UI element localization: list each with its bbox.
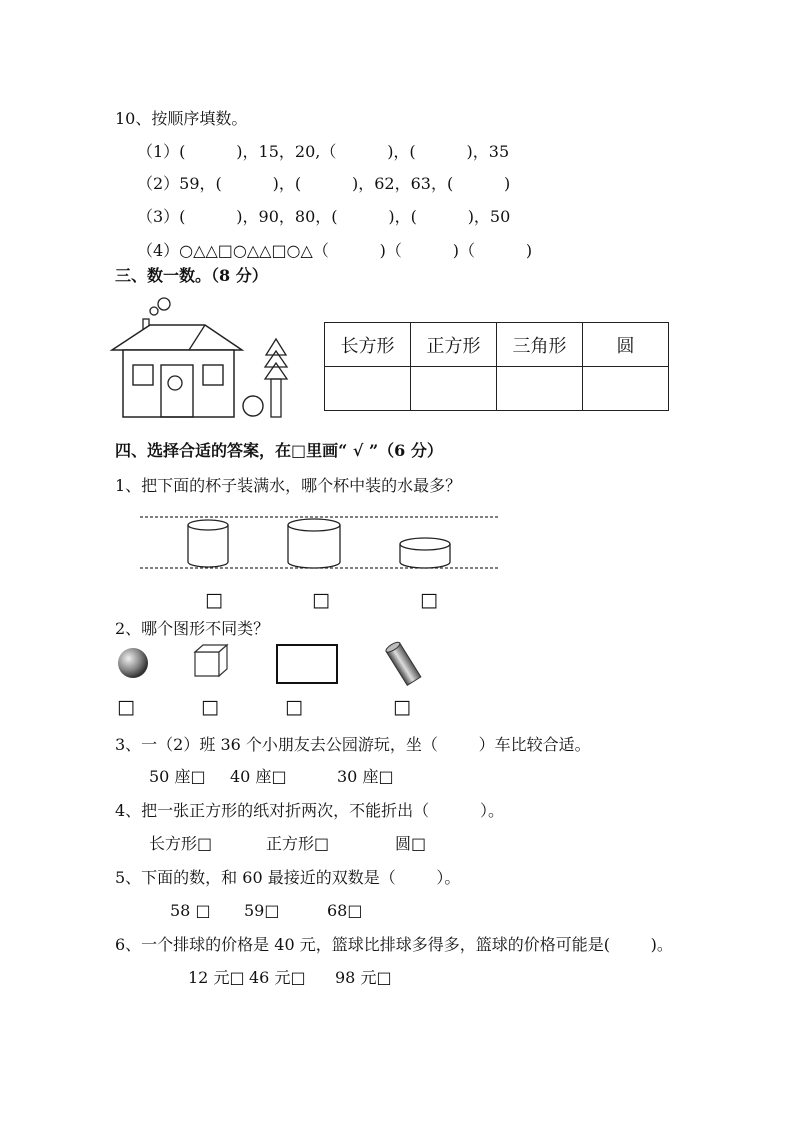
q3-option-1[interactable]: 50 座□ [149,767,206,786]
q10-row-2: （2）59，( )，( )，62，63，( ) [137,174,511,193]
tree-triangle-middle [265,351,287,367]
section4-title: 四、选择合适的答案，在□里画“ √ ”（6 分） [115,441,443,460]
cups-drawing [135,510,505,580]
section3-title: 三、数一数。（8 分） [115,266,268,285]
cup-1 [188,520,228,567]
house-drawing [105,295,305,425]
answer-cell-triangle[interactable] [497,367,583,411]
q6-option-2[interactable]: 46 元□ [249,968,306,987]
q2-box-1[interactable]: □ [117,696,135,718]
q3-option-3[interactable]: 30 座□ [337,767,394,786]
q10-row-1: （1）( )，15，20,（ )，( )，35 [137,142,510,161]
s4-q1-text: 1、把下面的杯子装满水，哪个杯中装的水最多？ [115,476,462,495]
q5-option-3[interactable]: 68□ [327,901,363,920]
s4-q2-text: 2、哪个图形不同类？ [115,619,270,638]
cylinder-shape [384,640,420,685]
q1-box-1[interactable]: □ [205,589,223,611]
house-body [123,350,234,417]
s4-q6-text: 6、一个排球的价格是 40 元，篮球比排球多得多，篮球的价格可能是( )。 [115,935,673,954]
smoke-circle-small [150,307,158,315]
q1-box-3[interactable]: □ [420,589,438,611]
table-header-triangle: 三角形 [497,323,583,367]
q5-option-2[interactable]: 59□ [244,901,280,920]
q2-box-2[interactable]: □ [201,696,219,718]
shape-count-table [324,322,669,411]
q5-option-1[interactable]: 58 □ [170,901,211,920]
ground-circle [243,396,263,416]
s4-q4-text: 4、把一张正方形的纸对折两次，不能折出（ ）。 [115,801,505,820]
sphere-shape [118,648,148,678]
cup-2 [288,519,340,568]
cube-shape [195,645,227,676]
q1-box-2[interactable]: □ [312,589,330,611]
tree-triangle-top [266,339,286,355]
q2-box-3[interactable]: □ [285,696,303,718]
q10-row-3: （3）( )，90，80，( )，( )，50 [137,207,511,226]
answer-cell-square[interactable] [411,367,497,411]
q10-title: 10、按顺序填数。 [115,109,248,128]
table-header-row [325,323,669,367]
table-header-circle: 圆 [583,323,669,367]
q10-row-4: （4）○△△□○△△□○△（ )（ )（ ) [137,241,533,260]
house-roof [112,325,242,350]
shapes-drawing [112,640,432,695]
answer-cell-rectangle[interactable] [325,367,411,411]
smoke-circle-large [158,298,170,310]
q4-option-3[interactable]: 圆□ [395,834,427,853]
q4-option-2[interactable]: 正方形□ [266,834,330,853]
s4-q3-text: 3、一（2）班 36 个小朋友去公园游玩，坐（ ）车比较合适。 [115,735,591,754]
q2-box-4[interactable]: □ [393,696,411,718]
q3-option-2[interactable]: 40 座□ [230,767,287,786]
cup-3 [400,538,450,568]
q4-option-1[interactable]: 长方形□ [149,834,213,853]
rectangle-shape [277,645,337,683]
tree-triangle-bottom [265,363,287,379]
answer-cell-circle[interactable] [583,367,669,411]
s4-q5-text: 5、下面的数，和 60 最接近的双数是（ ）。 [115,868,461,887]
table-header-rectangle: 长方形 [325,323,411,367]
table-answer-row [325,367,669,411]
q6-option-1[interactable]: 12 元□ [188,968,245,987]
tree-trunk [271,379,281,417]
q6-option-3[interactable]: 98 元□ [335,968,392,987]
table-header-square: 正方形 [411,323,497,367]
